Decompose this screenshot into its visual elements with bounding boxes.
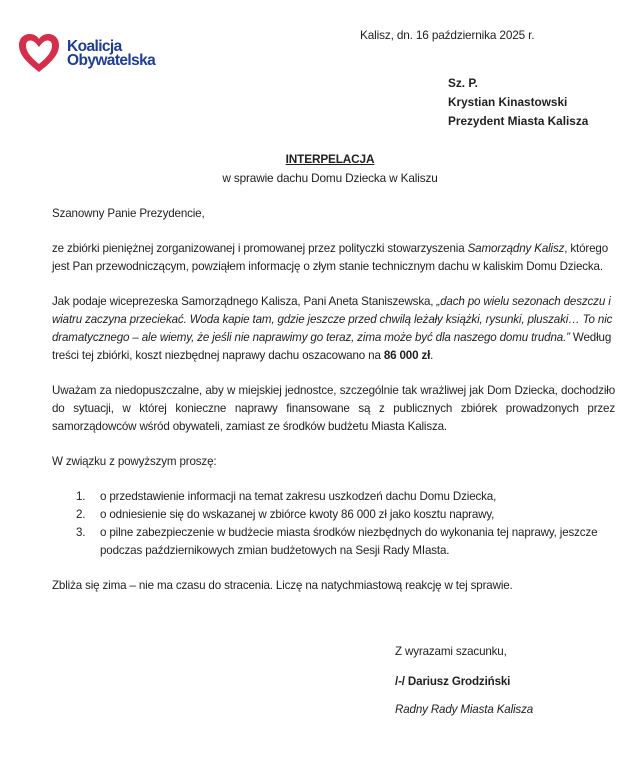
paragraph-2-text: Jak podaje wiceprezeska Samorządnego Kalisza, Pani Aneta Staniszewska, [52,295,437,308]
cost-amount: 86 000 zł [383,349,431,362]
heart-icon [17,32,61,76]
paragraph-3: Uważam za niedopuszczalne, aby w miejskiej jednostce, szczególnie tak wrażliwej jak Dom Dziecka, dochodziło do sytuacji, w której konieczne naprawy finansowane są z publicznych zbiórek prowadzonych przez samorządowców wśród obywateli, zamiast ze środków budżetu Miasta Kalisza. [52,384,615,433]
party-logo [17,32,155,76]
list-number: 1. [76,490,86,503]
signature-block [395,645,533,716]
list-item [52,506,615,524]
document-title: INTERPELACJA [285,152,375,166]
list-text: o przedstawienie informacji na temat zakresu uszkodzeń dachu Domu Dziecka, [100,490,497,503]
letter-body [52,205,615,595]
list-number: 2. [76,508,86,521]
list-number: 3. [76,526,86,539]
logo-wordmark [67,40,155,68]
request-intro: W związku z powyższym proszę: [52,455,217,468]
signature-name: /-/ Dariusz Grodziński [395,675,511,688]
recipient-title: Prezydent Miasta Kalisza [448,114,589,128]
greeting: Szanowny Panie Prezydencie, [52,207,205,220]
recipient-salutation: Sz. P. [448,76,478,90]
letter-date: Kalisz, dn. 16 października 2025 r. [360,28,535,42]
list-text: o odniesienie się do wskazanej w zbiórce kwoty 86 000 zł jako kosztu naprawy, [100,508,495,521]
quote: „dach po wielu sezonach deszczu i wiatru zaczyna przeciekać. Woda kapie tam, gdzie jeszcze przed chwilą leżały książki, rysunki, pluszaki… To nic dramatycznego – ale wiemy, że jeśli nie naprawimy go teraz, zima może być dla naszego domu trudna.” [52,295,613,344]
closing-paragraph: Zbliża się zima – nie ma czasu do stracenia. Liczę na natychmiastową reakcję w tej sprawie. [52,579,513,592]
organization-name: Samorządny Kalisz [467,242,565,255]
logo-line-2: Obywatelska [67,52,156,69]
recipient-name: Krystian Kinastowski [448,95,568,109]
document-subtitle: w sprawie dachu Domu Dziecka w Kaliszu [222,171,438,185]
signature-closing: Z wyrazami szacunku, [395,645,507,658]
list-text: o pilne zabezpieczenie w budżecie miasta środków niezbędnych do wykonania tej naprawy, jeszcze podczas październikowych zmian budżetowych na Sesji Rady MIasta. [100,526,598,557]
title-block [0,152,640,185]
recipient-block [448,74,588,131]
paragraph-2-end: . [430,349,434,362]
signature-role: Radny Rady Miasta Kalisza [395,703,534,716]
logo-line-1: Koalicja [67,38,122,55]
list-item [52,524,615,560]
paragraph-1-text: ze zbiórki pieniężnej zorganizowanej i promowanej przez polityczki stowarzyszenia [52,242,468,255]
paragraph-1 [52,240,615,276]
paragraph-2-text-cont: Według treści tej zbiórki, koszt niezbędnej naprawy dachu oszacowano na [52,331,612,362]
request-list [52,488,615,560]
paragraph-1-text-cont: , którego jest Pan przewodniczącym, powziąłem informację o złym stanie technicznym dachu w kaliskim Domu Dziecka. [52,242,609,273]
list-item [52,488,615,506]
paragraph-2 [52,293,615,365]
